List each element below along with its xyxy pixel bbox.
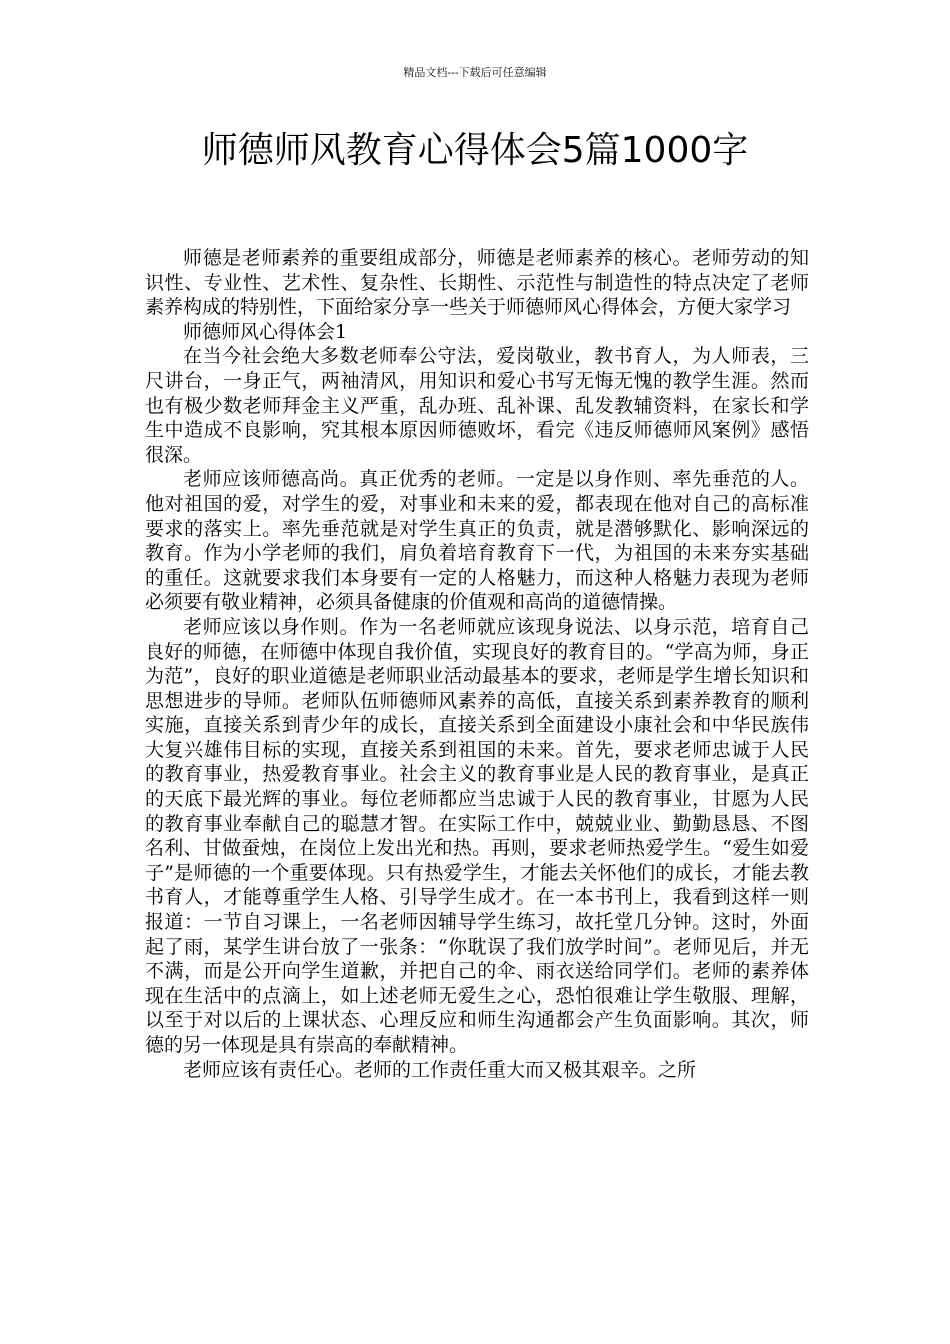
paragraph: 老师应该以身作则。作为一名老师就应该现身说法、以身示范，培育自己良好的师德，在师德中体现自我价值，实现良好的教育目的。“学高为师，身正为范”，良好的职业道德是老师职业活动最基本的要求，老师是学生增长知识和思想进步的导师。老师队伍师德师风素养的高低，直接关系到素养教育的顺利实施，直接关系到青少年的成长，直接关系到全面建设小康社会和中华民族伟大复兴雄伟目标的实现，直接关系到祖国的未来。首先，要求老师忠诚于人民的教育事业，热爱教育事业。社会主义的教育事业是人民的教育事业，是真正的天底下最光辉的事业。每位老师都应当忠诚于人民的教育事业，甘愿为人民的教育事业奉献自己的聪慧才智。在实际工作中，兢兢业业、勤勤恳恳、不图名利、甘做蚕烛，在岗位上发出光和热。再则，要求老师热爱学生。“爱生如爱子”是师德的一个重要体现。只有热爱学生，才能去关怀他们的成长，才能去教书育人，才能尊重学生人格、引导学生成才。在一本书刊上，我看到这样一则报道：一节自习课上，一名老师因辅导学生练习，故托堂几分钟。这时，外面起了雨，某学生讲台放了一张条：“你耽误了我们放学时间”。老师见后，并无不满，而是公开向学生道歉，并把自己的伞、雨衣送给同学们。老师的素养体现在生活中的点滴上，如上述老师无爱生之心，恐怕很难让学生敬服、理解，以至于对以后的上课状态、心理反应和师生沟通都会产生负面影响。其次，师德的另一体现是具有崇高的奉献精神。 [145,615,809,1056]
header-note: 精品文档---下载后可任意编辑 [403,66,547,79]
paragraph: 老师应该有责任心。老师的工作责任重大而又极其艰辛。之所 [183,1058,697,1081]
paragraph: 老师应该师德高尚。真正优秀的老师。一定是以身作则、率先垂范的人。他对祖国的爱，对学生的爱，对事业和未来的爱，都表现在他对自己的高标准要求的落实上。率先垂范就是对学生真正的负责，就是潜够默化、影响深远的教育。作为小学老师的我们，肩负着培育教育下一代，为祖国的未来夯实基础的重任。这就要求我们本身要有一定的人格魅力，而这种人格魅力表现为老师必须要有敬业精神，必须具备健康的价值观和高尚的道德情操。 [145,468,809,614]
document-body [145,246,809,1082]
paragraph-intro: 师德是老师素养的重要组成部分，师德是老师素养的核心。老师劳动的知识性、专业性、艺术性、复杂性、长期性、示范性与制造性的特点决定了老师素养构成的特别性，下面给家分享一些关于师德师风心得体会，方便大家学习 [145,247,809,319]
document-title: 师德师风教育心得体会5篇1000字 [201,130,749,171]
section-heading: 师德师风心得体会1 [183,320,348,343]
paragraph: 在当今社会绝大多数老师奉公守法，爱岗敬业，教书育人，为人师表，三尺讲台，一身正气，两袖清风，用知识和爱心书写无悔无愧的教学生涯。然而也有极少数老师拜金主义严重，乱办班、乱补课、乱发教辅资料，在家长和学生中造成不良影响，究其根本原因师德败坏，看完《违反师德师风案例》感悟很深。 [145,345,809,466]
